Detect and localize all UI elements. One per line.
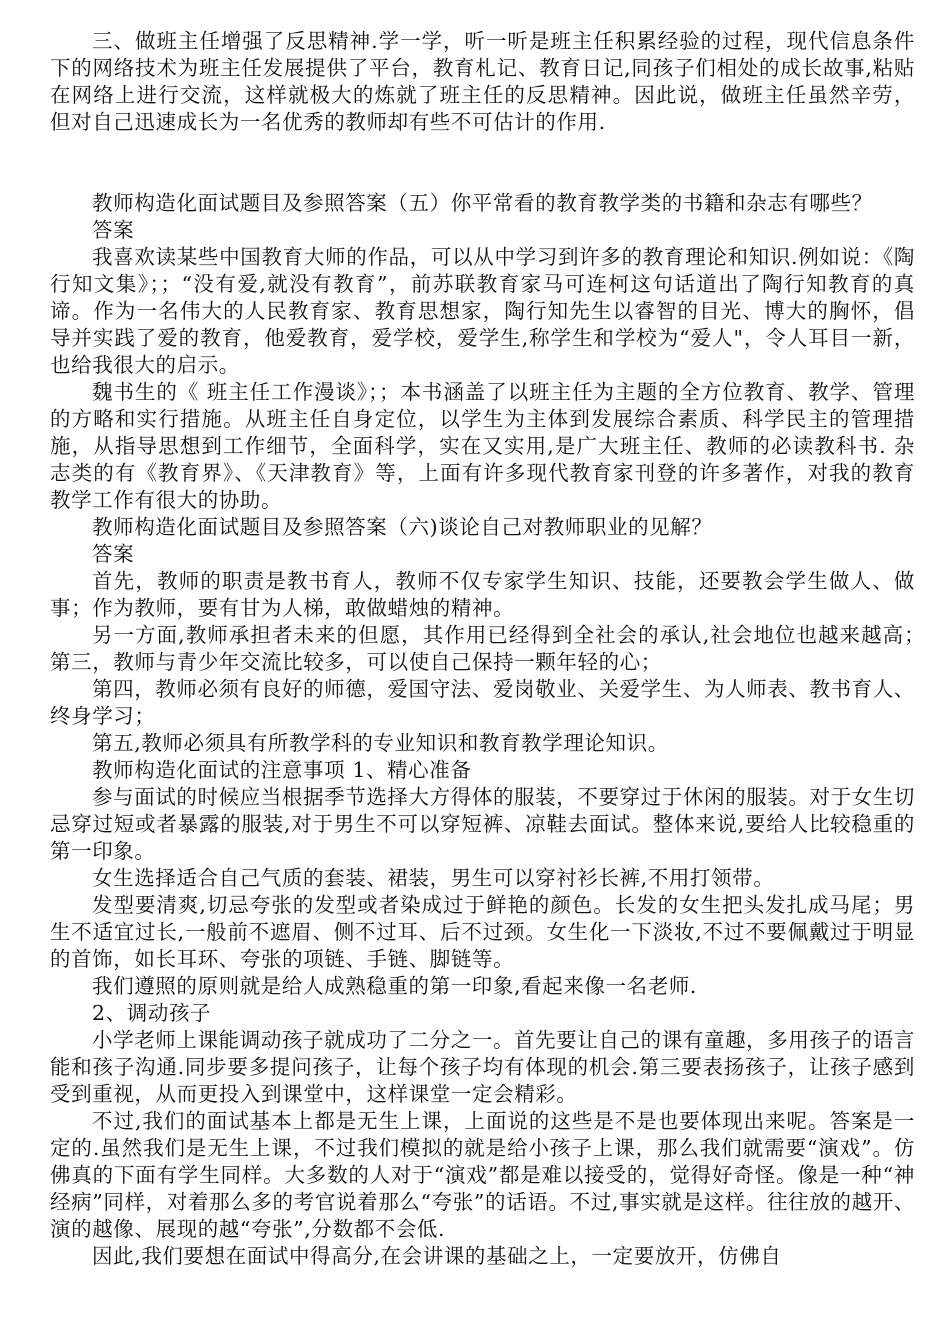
paragraph-reflection: 三、做班主任增强了反思精神.学一学，听一听是班主任积累经验的过程，现代信息条件下的网络技术为班主任发展提供了平台，教育札记、教育日记,同孩子们相处的成长故事,粘贴在网络上进行交流，这样就极大的炼就了班主任的反思精神。因此说，做班主任虽然辛劳，但对自己迅速成长为一名优秀的教师却有些不可估计的作用.: [50, 29, 915, 134]
subheading-engage-children: 2、调动孩子: [92, 1001, 212, 1025]
paragraph-first: 首先，教师的职责是教书育人，教师不仅专家学生知识、技能，还要教会学生做人、做事；作为教师，要有甘为人梯，敢做蜡烛的精神。: [50, 569, 915, 620]
answer-label: 答案: [92, 542, 135, 566]
paragraph-second-third: 另一方面,教师承担者未来的但愿，其作用已经得到全社会的承认,社会地位也越来越高； 第三，教师与青少年交流比较多，可以使自己保持一颗年轻的心；: [50, 623, 937, 674]
paragraph-principle: 我们遵照的原则就是给人成熟稳重的第一印象,看起来像一名老师.: [92, 974, 698, 998]
question-five-heading: 教师构造化面试题目及参照答案（五）你平常看的教育教学类的书籍和杂志有哪些？: [92, 191, 873, 215]
paragraph-conclusion: 因此,我们要想在面试中得高分,在会讲课的基础之上，一定要放开，仿佛自: [92, 1244, 782, 1268]
document-page: [50, 28, 937, 1270]
paragraph-clothing: 参与面试的时候应当根据季节选择大方得体的服装，不要穿过于休闲的服装。对于女生切忌穿过短或者暴露的服装,对于男生不可以穿短裤、凉鞋去面试。整体来说,要给人比较稳重的第一印象。: [50, 785, 915, 863]
paragraph-outfit: 女生选择适合自己气质的套装、裙装，男生可以穿衬衫长裤,不用打领带。: [92, 866, 775, 890]
paragraph-fifth: 第五,教师必须具有所教学科的专业知识和教育教学理论知识。: [92, 731, 669, 755]
paragraph-wei-shusheng: 魏书生的《 班主任工作漫谈》；；本书涵盖了以班主任为主题的全方位教育、教学、管理的方略和实行措施。从班主任自身定位，以学生为主体到发展综合素质、科学民主的管理措施，从指导思想到工作细节，全面科学，实在又实用,是广大班主任、教师的必读教科书. 杂志类的有《教育界》、《天津教育》等，上面有许多现代教育家刊登的许多著作，对我的教育教学工作有很大的协助。: [50, 380, 915, 512]
notes-heading: 教师构造化面试的注意事项 1、精心准备: [92, 758, 472, 782]
paragraph-hairstyle: 发型要清爽,切忌夸张的发型或者染成过于鲜艳的颜色。长发的女生把头发扎成马尾；男生不适宜过长,一般前不遮眉、侧不过耳、后不过颈。女生化一下淡妆,不过不要佩戴过于明显的首饰，如长耳环、夸张的项链、手链、脚链等。: [50, 893, 915, 971]
answer-label: 答案: [92, 218, 135, 242]
paragraph-acting: 不过,我们的面试基本上都是无生上课，上面说的这些是不是也要体现出来呢。答案是一定的.虽然我们是无生上课，不过我们模拟的就是给小孩子上课，那么我们就需要“演戏”。仿佛真的下面有学生同样。大多数的人对于“演戏”都是难以接受的，觉得好奇怪。像是一种“神经病”同样，对着那么多的考官说着那么“夸张”的话语。不过,事实就是这样。往往放的越开、演的越像、展现的越“夸张”,分数都不会低.: [50, 1109, 915, 1241]
section-gap: [50, 136, 915, 190]
question-six-heading: 教师构造化面试题目及参照答案（六)谈论自己对教师职业的见解？: [92, 515, 713, 539]
paragraph-fourth: 第四，教师必须有良好的师德，爱国守法、爱岗敬业、关爱学生、为人师表、教书育人、终身学习；: [50, 677, 915, 728]
paragraph-tao-xingzhi: 我喜欢读某些中国教育大师的作品，可以从中学习到许多的教育理论和知识.例如说：《陶行知文集》；；“没有爱,就没有教育”，前苏联教育家马可连柯这句话道出了陶行知教育的真谛。作为一名伟大的人民教育家、教育思想家，陶行知先生以睿智的目光、博大的胸怀，倡导并实践了爱的教育，他爱教育，爱学校，爱学生,称学生和学校为“爱人"，令人耳目一新，也给我很大的启示。: [50, 245, 915, 377]
paragraph-engage: 小学老师上课能调动孩子就成功了二分之一。首先要让自己的课有童趣，多用孩子的语言能和孩子沟通.同步要多提问孩子，让每个孩子均有体现的机会.第三要表扬孩子，让孩子感到受到重视，从而更投入到课堂中，这样课堂一定会精彩。: [50, 1028, 915, 1106]
